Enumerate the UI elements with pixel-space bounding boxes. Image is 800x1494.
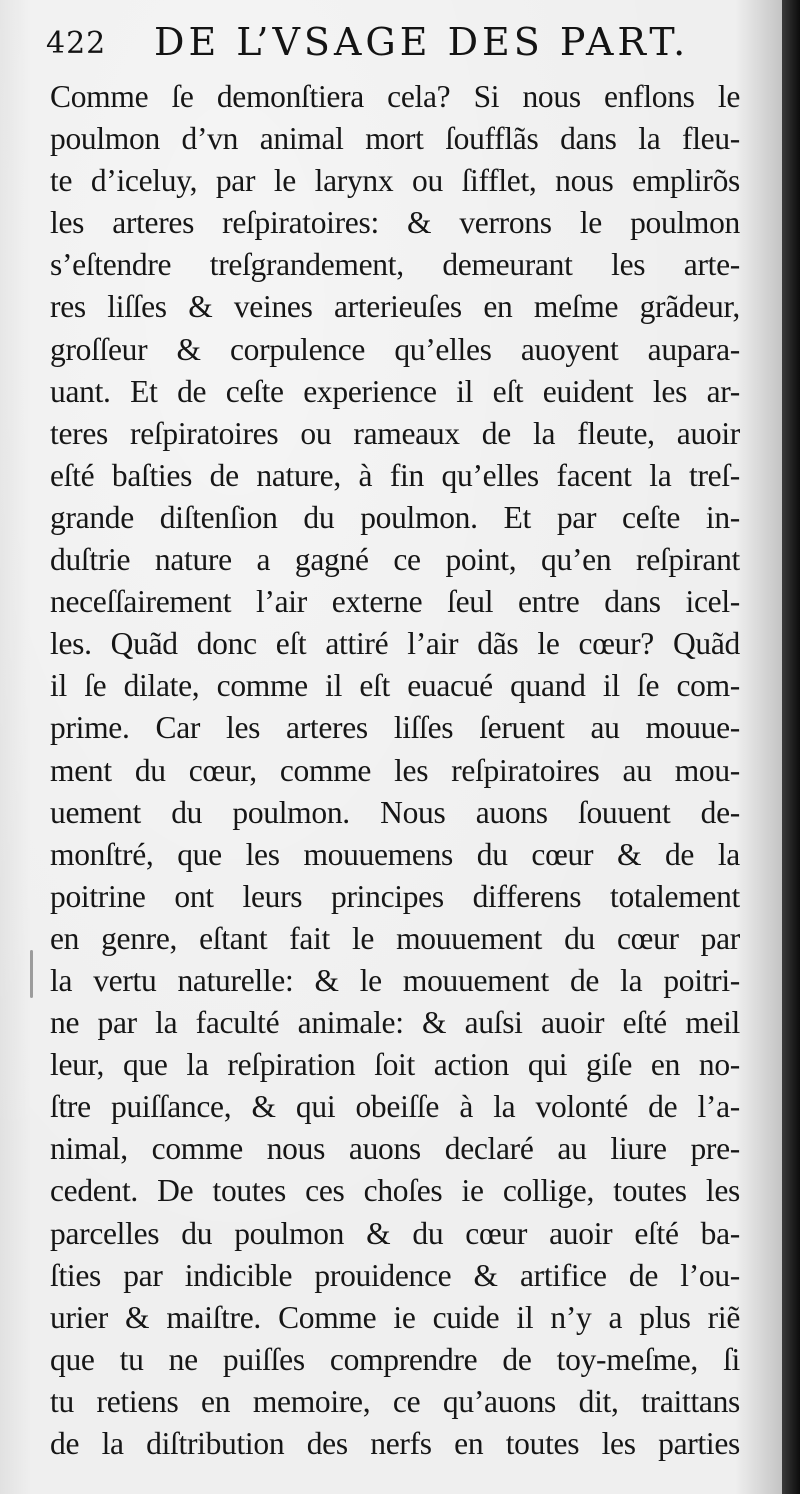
text-line: grande diſtenſion du poulmon. Et par ceſte in- <box>50 499 740 535</box>
text-line: cedent. De toutes ces choſes ie collige, toutes les <box>50 1173 740 1209</box>
text-line: monſtré, que les mouuemens du cœur & de la <box>50 836 740 872</box>
text-line: les. Quãd donc eſt attiré l’air dãs le cœur? Quãd <box>50 626 740 662</box>
text-line: urier & maiſtre. Comme ie cuide il n’y a plus riẽ <box>50 1299 740 1335</box>
text-line: ſtre puiſſance, & qui obeiſſe à la volonté de l’a- <box>50 1089 740 1125</box>
text-line: eſté baſties de nature, à fin qu’elles facent la treſ- <box>50 457 740 493</box>
text-line: teres reſpiratoires ou rameaux de la fleute, auoir <box>50 415 740 451</box>
text-line: il ſe dilate, comme il eſt euacué quand il ſe com- <box>50 668 740 704</box>
text-line: leur, que la reſpiration ſoit action qui giſe en no- <box>50 1047 740 1083</box>
text-line: de la diſtribution des nerfs en toutes les parties <box>50 1426 740 1461</box>
text-line: parcelles du poulmon & du cœur auoir eſté ba- <box>50 1215 740 1251</box>
running-head <box>46 16 726 72</box>
text-line: les arteres reſpiratoires: & verrons le poulmon <box>50 205 740 241</box>
text-line: neceſſairement l’air externe ſeul entre dans icel- <box>50 584 740 620</box>
running-title: DE L’VSAGE DES PART. <box>154 20 690 64</box>
text-line: uant. Et de ceſte experience il eſt euident les ar- <box>50 373 740 409</box>
text-line: ſties par indicible prouidence & artifice de l’ou- <box>50 1257 740 1293</box>
margin-mark <box>30 950 33 998</box>
text-line: ment du cœur, comme les reſpiratoires au mou- <box>50 752 740 788</box>
text-line: poitrine ont leurs principes differens totalement <box>50 878 740 914</box>
text-line: te d’iceluy, par le larynx ou ſifflet, nous emplirõs <box>50 163 740 199</box>
text-line: uement du poulmon. Nous auons ſouuent de- <box>50 794 740 830</box>
body-text <box>50 76 740 1465</box>
text-line: groſſeur & corpulence qu’elles auoyent aupara- <box>50 331 740 367</box>
text-line: prime. Car les arteres liſſes ſeruent au mouue- <box>50 710 740 746</box>
text-line: nimal, comme nous auons declaré au liure pre- <box>50 1131 740 1167</box>
page-number: 422 <box>46 26 107 61</box>
text-line: en genre, eſtant fait le mouuement du cœur par <box>50 920 740 956</box>
text-line: s’eſtendre treſgrandement, demeurant les arte- <box>50 247 740 283</box>
text-line: res liſſes & veines arterieuſes en meſme grãdeur, <box>50 289 740 325</box>
text-line: poulmon d’vn animal mort ſoufflãs dans la fleu- <box>50 121 740 157</box>
text-line: que tu ne puiſſes comprendre de toy-meſme, ſi <box>50 1341 740 1377</box>
text-line: ne par la faculté animale: & auſsi auoir eſté meil <box>50 1005 740 1041</box>
binding-gutter <box>782 0 800 1494</box>
text-line: Comme ſe demonſtiera cela? Si nous enflons le <box>50 79 740 114</box>
text-line: tu retiens en memoire, ce qu’auons dit, traittans <box>50 1383 740 1419</box>
text-line: la vertu naturelle: & le mouuement de la poitri- <box>50 962 740 998</box>
text-line: duſtrie nature a gagné ce point, qu’en reſpirant <box>50 542 740 578</box>
